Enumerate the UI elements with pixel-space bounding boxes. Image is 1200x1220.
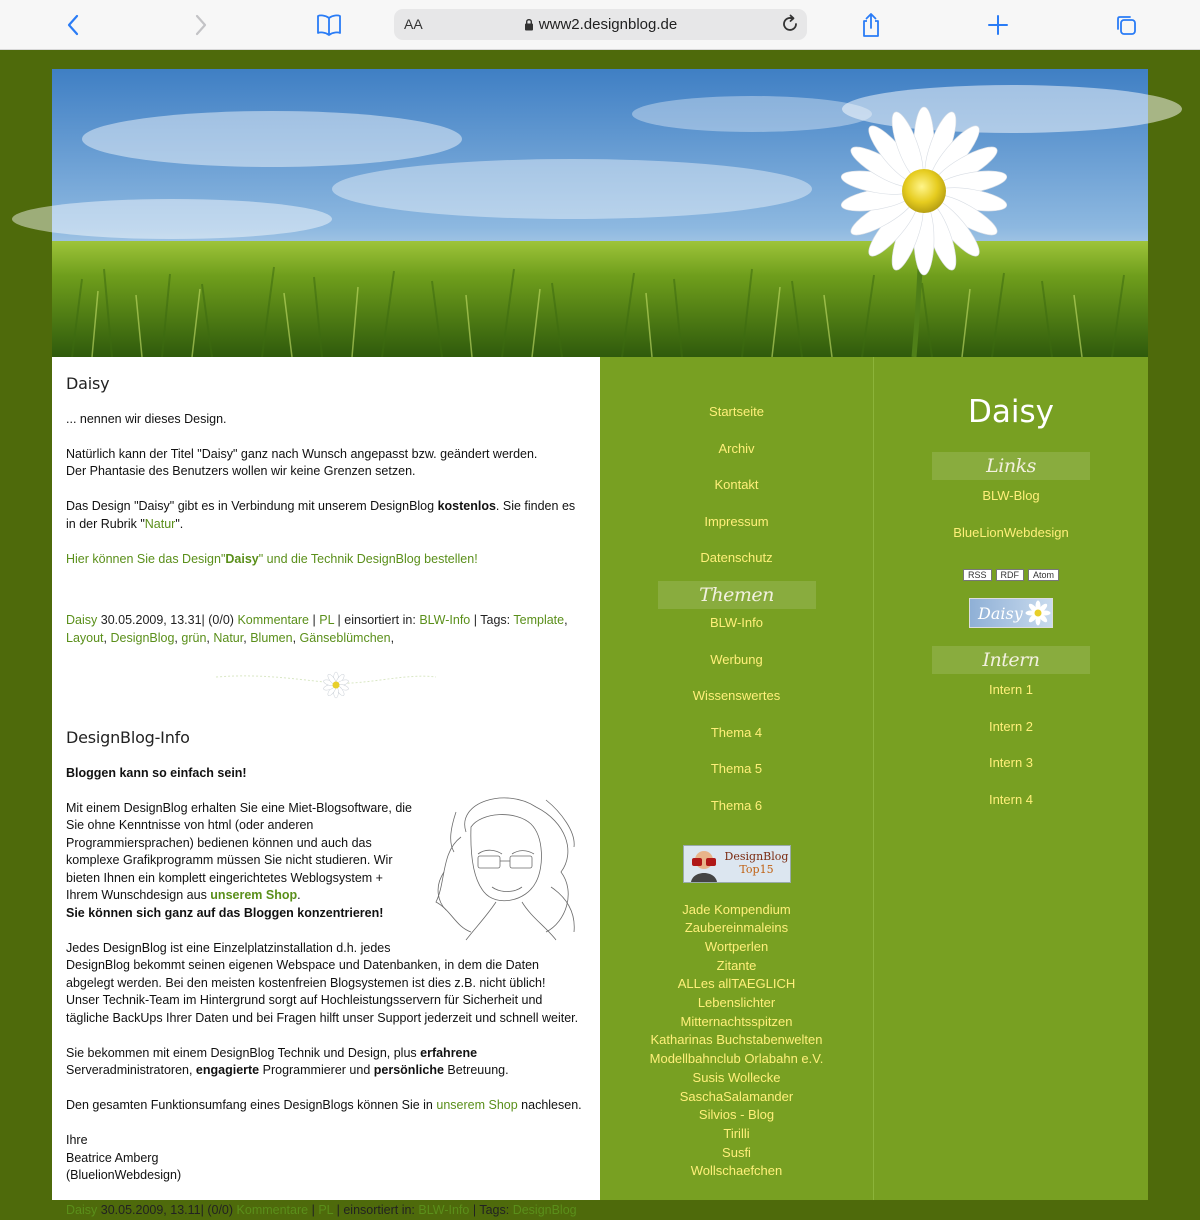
blogroll-link-susfi[interactable]: Susfi [722,1144,751,1160]
post-date: 30.05.2009, 13.11 [100,1203,201,1217]
author-link[interactable]: Daisy [66,1203,98,1217]
text-span: Betreuung. [443,1063,509,1077]
blogroll-link-tirilli[interactable]: Tirilli [723,1125,750,1141]
intern-link-intern-3[interactable]: Intern 3 [988,755,1034,771]
text-span: Programmierer und [259,1063,374,1077]
nav-item-archiv[interactable]: Archiv [718,440,755,456]
blogroll-link-susis-wollecke[interactable]: Susis Wollecke [692,1069,781,1085]
post-divider [66,663,586,703]
tag-link[interactable]: DesignBlog [110,630,175,645]
blogroll-link-zitante[interactable]: Zitante [716,957,757,973]
category-link[interactable]: BLW-Info [418,1203,470,1217]
author-link[interactable]: Daisy [66,613,98,627]
comment-counts: | (0/0) [200,1203,234,1217]
text-span: Unser Technik-Team im Hintergrund sorgt auf Hochleistungsservern für Sicherheit und tägliche BackUps Ihrer Daten und bei Fragen hilft unser Support jederzeit und schnell weiter. [66,993,579,1025]
text-line: Natürlich kann der Titel "Daisy" ganz nach Wunsch angepasst bzw. geändert werden. [66,446,538,461]
comments-link[interactable]: Kommentare [236,1203,309,1217]
natur-link[interactable]: Natur [144,516,176,531]
post-meta [66,1202,586,1220]
filed-label: | einsortiert in: [336,1203,415,1217]
post-lead [66,765,586,783]
tabs-overview-button[interactable] [1110,10,1142,40]
text-span: ". [175,516,184,531]
blogroll-link-wortperlen[interactable]: Wortperlen [704,938,769,954]
lock-icon [524,18,534,31]
sidebar-link-bluelionwebdesign[interactable]: BlueLionWebdesign [953,524,1069,540]
link-bold-text: Daisy [225,551,259,566]
post-title[interactable]: DesignBlog-Info [66,728,190,747]
post-paragraph [66,940,586,1028]
top15-line: Top15 [739,862,774,876]
blogroll-link-mitternachtsspitzen[interactable]: Mitternachtsspitzen [680,1013,793,1029]
reload-icon [779,13,801,35]
bold-text: erfahrene [420,1045,478,1060]
themen-item-thema-4[interactable]: Thema 4 [710,724,763,740]
daisy-button-label: Daisy [978,604,1023,624]
bold-text: Bloggen kann so einfach sein! [66,765,247,780]
nav-item-datenschutz[interactable]: Datenschutz [700,550,773,566]
post-paragraph: ... nennen wir dieses Design. [66,411,227,426]
daisy-divider-icon [66,663,586,703]
author-sketch-image [426,792,586,940]
post-paragraph [66,1097,586,1115]
text-span: Mit einem DesignBlog erhalten Sie eine Miet-Blogsoftware, die Sie ohne Kenntnisse von html (oder anderen Programmiersprachen) bedienen können und auch das komplexe Grafikprogramm müssen Sie nicht studieren. Wir bieten Ihnen ein komplett eingerichtetes Weblogsystem + Ihrem Wunschdesign aus [66,800,413,902]
main-content [52,357,600,1217]
blogroll-link-zaubereinmaleins[interactable]: Zaubereinmaleins [684,920,789,936]
browser-toolbar [0,0,1200,50]
bold-text: engagierte [195,1063,260,1077]
url-display[interactable] [394,16,807,33]
tag-link[interactable]: DesignBlog [512,1203,577,1217]
separator: | [312,613,316,627]
intern-heading: Intern [932,646,1090,674]
bold-text: persönliche [373,1063,444,1077]
text-span: Den gesamten Funktionsumfang eines DesignBlogs können Sie in [66,1098,437,1112]
permalink[interactable]: PL [318,1203,334,1217]
sidebar-link-blw-blog[interactable]: BLW-Blog [982,488,1040,503]
themen-item-thema-5[interactable]: Thema 5 [710,761,763,777]
blog-page [52,69,1148,1217]
comment-counts: | (0/0) [201,613,234,627]
daisy-meadow-image [52,69,1148,357]
post-paragraph [66,498,586,533]
comments-link[interactable]: Kommentare [237,613,310,627]
text-span: Sie bekommen mit einem DesignBlog Technik und Design, plus [66,1045,421,1060]
chevron-right-icon [194,14,208,36]
link-text: " und die Technik DesignBlog bestellen! [258,551,478,566]
plus-icon [987,14,1009,36]
signature [66,1132,586,1185]
back-button[interactable] [57,10,89,40]
shop-link[interactable]: unserem Shop [210,888,298,902]
header-banner-image [52,69,1148,357]
post-meta [66,612,586,647]
reader-text-size-button[interactable]: AA [404,16,423,32]
link-text: Hier können Sie das Design" [66,551,226,566]
tag-list: Template, Layout, DesignBlog, grün, Natur, Blumen, Gänseblümchen, [66,613,568,645]
category-link[interactable]: BLW-Info [419,613,471,627]
new-tab-button[interactable] [982,10,1014,40]
text-span: . Sie finden es in der Rubrik " [66,499,576,531]
intern-list [874,672,1148,818]
blogroll-list [600,901,873,1182]
separator: | [311,1203,315,1217]
signature-line: Ihre [66,1133,88,1147]
post-title[interactable]: Daisy [66,374,110,393]
share-icon [860,12,882,38]
text-span: Jedes DesignBlog ist eine Einzelplatzinstallation d.h. jedes DesignBlog bekommt seinen eigenen Webspace und Datenbanken, in dem die Daten abgelegt werden. Bei den meisten kostenfreien Blogsystemen ist dies z.B. nicht üblich! [66,940,546,990]
blogroll-link-jade-kompendium[interactable]: Jade Kompendium [682,901,791,917]
tag-link[interactable]: Template [513,613,565,627]
nav-item-kontakt[interactable]: Kontakt [714,477,759,493]
forward-button[interactable] [185,10,217,40]
post-paragraph [66,446,586,481]
text-span: nachlesen. [517,1098,582,1112]
daisy-flower-icon [1026,601,1050,625]
designblog-top15-banner[interactable] [683,845,791,883]
filed-label: | einsortiert in: [337,613,416,627]
order-link-paragraph [66,551,586,569]
tag-link[interactable]: grün [181,630,207,645]
post-paragraph [66,1045,586,1080]
url-text: www2.designblog.de [538,16,678,33]
address-bar[interactable] [394,9,807,40]
nav-item-impressum[interactable]: Impressum [704,513,769,529]
themen-heading: Themen [658,581,816,609]
signature-line: Beatrice Amberg [66,1150,159,1165]
themen-item-wissenswertes[interactable]: Wissenswertes [692,688,781,704]
text-line: Der Phantasie des Benutzers wollen wir keine Grenzen setzen. [66,464,416,478]
links-heading: Links [932,452,1090,480]
post-date: 30.05.2009, 13.31 [100,613,202,627]
post-designblog-info [66,729,586,1220]
nav-item-startseite[interactable]: Startseite [709,404,764,419]
bold-text: kostenlos [437,499,496,513]
share-button[interactable] [855,10,887,40]
blogroll-link-saschasalamander[interactable]: SaschaSalamander [679,1088,794,1104]
binoculars-kid-icon [686,848,722,882]
tags-label: | Tags: [473,613,511,627]
text-span: Serveradministratoren, [66,1063,196,1077]
signature-line: (BluelionWebdesign) [66,1168,182,1182]
navigation-column [600,357,874,1200]
chevron-left-icon [66,14,80,36]
daisy-design-button[interactable] [969,598,1053,628]
blogroll-link-wollschaefchen[interactable]: Wollschaefchen [690,1163,783,1179]
blogroll-link-modellbahnclub-orlabahn-e-v[interactable]: Modellbahnclub Orlabahn e.V. [649,1051,824,1067]
top15-text [724,850,790,876]
tag-link[interactable]: Layout [66,630,104,645]
themen-item-blw-info[interactable]: BLW-Info [710,614,763,630]
shop-link[interactable]: unserem Shop [436,1098,518,1112]
blogroll-link-silvios-blog[interactable]: Silvios - Blog [698,1107,775,1123]
tag-link[interactable]: Natur [213,630,244,645]
intern-link-intern-4[interactable]: Intern 4 [988,791,1034,807]
tag-link[interactable]: Gänseblümchen [299,630,391,645]
themen-item-werbung[interactable]: Werbung [710,651,763,667]
blogroll-link-lebenslichter[interactable]: Lebenslichter [697,995,776,1011]
links-list [874,478,1148,551]
blog-title[interactable]: Daisy [968,394,1054,430]
intern-link-intern-2[interactable]: Intern 2 [988,718,1034,734]
right-sidebar [874,357,1148,1200]
top15-line: DesignBlog [724,849,789,863]
blogroll-link-alles-alltaeglich[interactable]: ALLes allTAEGLICH [677,976,796,992]
tags-label: | Tags: [472,1203,510,1217]
book-icon [316,14,342,36]
feed-badges [874,565,1148,583]
themen-item-thema-6[interactable]: Thema 6 [710,797,763,813]
text-span: . [297,888,301,902]
tabs-icon [1114,13,1138,37]
feed-badge-atom[interactable]: Atom [1028,569,1059,581]
intern-link-intern-1[interactable]: Intern 1 [988,682,1034,698]
blogroll-link-katharinas-buchstabenwelten[interactable]: Katharinas Buchstabenwelten [650,1032,823,1048]
feed-badge-rss[interactable]: RSS [963,569,992,581]
tag-link[interactable]: Blumen [250,630,293,645]
themen-navigation [600,605,873,825]
text-span: Das Design "Daisy" gibt es in Verbindung mit unserem DesignBlog [66,499,438,513]
feed-badge-rdf[interactable]: RDF [996,569,1025,581]
main-navigation [600,394,873,577]
bookmarks-button[interactable] [313,10,345,40]
permalink[interactable]: PL [319,613,335,627]
post-daisy [66,375,586,703]
order-design-link[interactable] [66,552,478,566]
bold-text: Sie können sich ganz auf das Bloggen konzentrieren! [66,905,384,920]
